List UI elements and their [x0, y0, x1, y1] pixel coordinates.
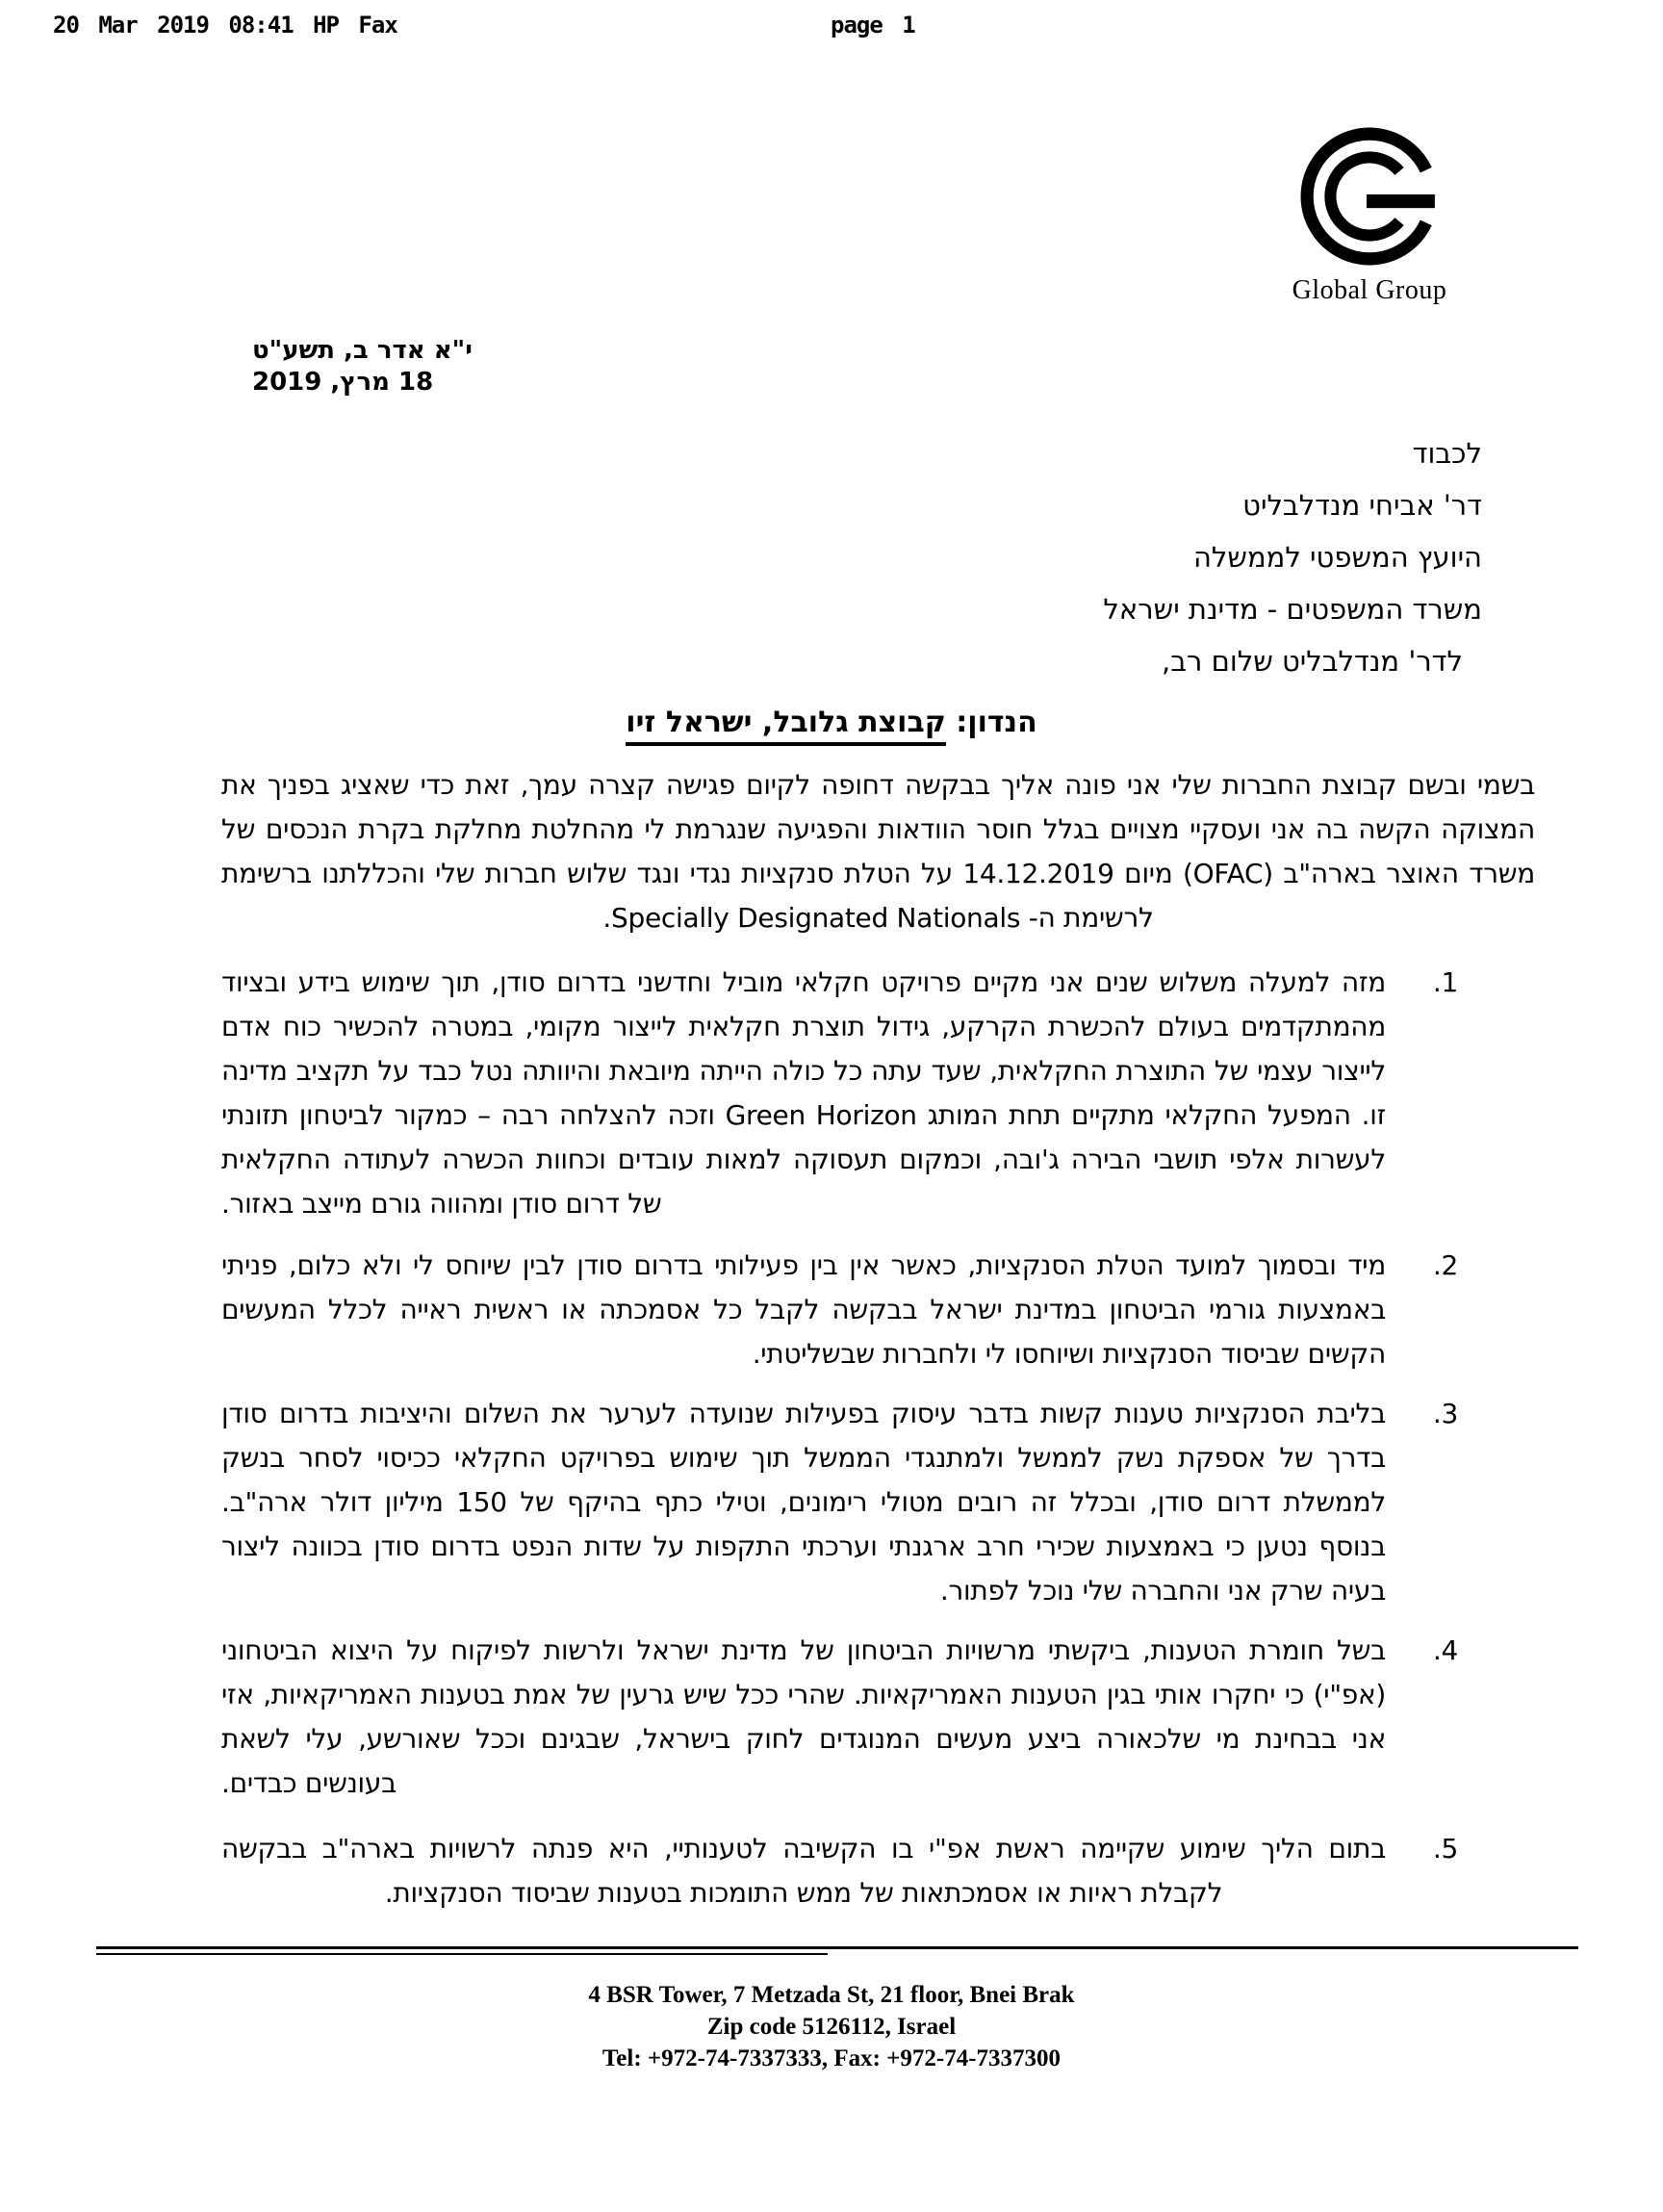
item-number: 4.: [1432, 1634, 1458, 1666]
list-item: [221, 1244, 1458, 1376]
date-block: [252, 335, 473, 399]
subject-line: [0, 706, 1663, 739]
fax-page-number: page 1: [831, 12, 915, 39]
global-group-g-icon: [1296, 123, 1443, 270]
list-item: [221, 1629, 1458, 1806]
recipient-line: לכבוד: [1412, 437, 1482, 470]
subject-prefix: הנדון:: [945, 706, 1037, 739]
salutation: לדר' מנדלבליט שלום רב,: [1162, 645, 1463, 678]
footer-phones: Tel: +972-74-7337333, Fax: +972-74-7337300: [601, 2045, 1062, 2071]
footer-divider: [96, 1946, 1578, 1949]
item-text: בליבת הסנקציות טענות קשות בדבר עיסוק בפעילות שנועדה לערער את השלום והיציבות בדרום סודן בדרך של אספקת נשק לממשל ולמתנגדי הממשל תוך שימוש בפרויקט החקלאי ככיסוי לסחר בנשק לממשלת דרום סודן, ובכלל זה רובים מטולי רימונים, וטילי כתף בהיקף של 150 מיליון דולר ארה"ב. בנוסף נטען כי באמצעות שכירי חרב ארגנתי וערכתי התקפות על שדות הנפט בדרום סודן בכוונה ליצור בעיה שרק אני והחברה שלי נוכל לפתור.: [221, 1398, 1386, 1607]
subject-underlined: קבוצת גלובל, ישראל זיו: [626, 706, 946, 746]
company-logo: [1268, 123, 1471, 306]
item-number: 2.: [1432, 1249, 1458, 1281]
item-text: בתום הליך שימוע שקיימה ראשת אפ"י בו הקשיבה לטענותיי, היא פנתה לרשויות בארה"ב בבקשה לקבלת ראיות או אסמכתאות של ממש התומכות בטענות שביסוד הסנקציות.: [221, 1833, 1386, 1909]
recipient-line: דר' אביחי מנדלבליט: [1242, 489, 1482, 522]
item-text: מיד ובסמוך למועד הטלת הסנקציות, כאשר אין בין פעילותי בדרום סודן לבין שיוחס לי ולא כלום, פניתי באמצעות גורמי הביטחון במדינת ישראל בבקשה לקבל כל אסמכתה או ראשית ראייה לכלל המעשים הקשים שביסוד הסנקציות ושיוחסו לי ולחברות שבשליטתי.: [221, 1249, 1386, 1370]
item-number: 5.: [1432, 1833, 1458, 1865]
footer-block: [0, 1979, 1663, 2074]
logo-caption: Global Group: [1292, 275, 1447, 305]
recipient-line: משרד המשפטים - מדינת ישראל: [1103, 593, 1482, 626]
gregorian-date: 18 מרץ, 2019: [252, 368, 434, 397]
footer-divider-fragment: [96, 1953, 828, 1955]
recipient-line: היועץ המשפטי לממשלה: [1192, 541, 1482, 574]
list-item: [221, 961, 1458, 1226]
footer-address: 4 BSR Tower, 7 Metzada St, 21 floor, Bnei Brak: [588, 1982, 1075, 2008]
footer-zip: Zip code 5126112, Israel: [706, 2014, 957, 2040]
item-text: בשל חומרת הטענות, ביקשתי מרשויות הביטחון של מדינת ישראל ולרשות לפיקוח על היצוא הביטחוני (אפ"י) כי יחקרו אותי בגין הטענות האמריקאיות. שהרי ככל שיש גרעין של אמת בטענות האמריקאיות, אזי אני בבחינת מי שלכאורה ביצע מעשים המנוגדים לחוק בישראל, שבגינם וככל שאורשע, עלי לשאת בעונשים כבדים.: [221, 1634, 1386, 1799]
item-number: 1.: [1432, 966, 1458, 998]
hebrew-date: י"א אדר ב, תשע"ט: [252, 336, 473, 365]
fax-banner: [0, 12, 1663, 44]
fax-timestamp: 20 Mar 2019 08:41 HP Fax: [53, 12, 397, 39]
list-item: [221, 1392, 1458, 1613]
item-text: מזה למעלה משלוש שנים אני מקיים פרויקט חקלאי מוביל וחדשני בדרום סודן, תוך שימוש בידע ובציוד מהמתקדמים בעולם להכשרת הקרקע, גידול תוצרת חקלאית לייצור מקומי, במטרה להכשיר כוח אדם לייצור עצמי של התוצרת החקלאית, שעד עתה כל כולה הייתה מיובאת והיוותה נטל כבד על תקציב מדינה זו. המפעל החקלאי מתקיים תחת המותג Green Horizon וזכה להצלחה רבה – כמקור לביטחון תזונתי לעשרות אלפי תושבי הבירה ג'ובה, וכמקום תעסוקה למאות עובדים וכחוות הכשרה לעתודה החקלאית של דרום סודן ומהווה גורם מייצב באזור.: [221, 966, 1386, 1220]
opening-paragraph: בשמי ובשם קבוצת החברות שלי אני פונה אליך בבקשה דחופה לקיום פגישה קצרה עמך, זאת כדי שאציג בפניך את המצוקה הקשה בה אני ועסקיי מצויים בגלל חוסר הוודאות והפגיעה שנגרמת לי מהחלטת מחלקת בקרת הנכסים של משרד האוצר בארה"ב (OFAC) מיום 14.12.2019 על הטלת סנקציות נגדי ונגד שלוש חברות שלי והכללתנו ברשימת לרשימת ה- Specially Designated Nationals.: [221, 769, 1535, 934]
recipient-block: [1103, 427, 1482, 635]
item-number: 3.: [1432, 1398, 1458, 1429]
list-item: [221, 1827, 1458, 1916]
